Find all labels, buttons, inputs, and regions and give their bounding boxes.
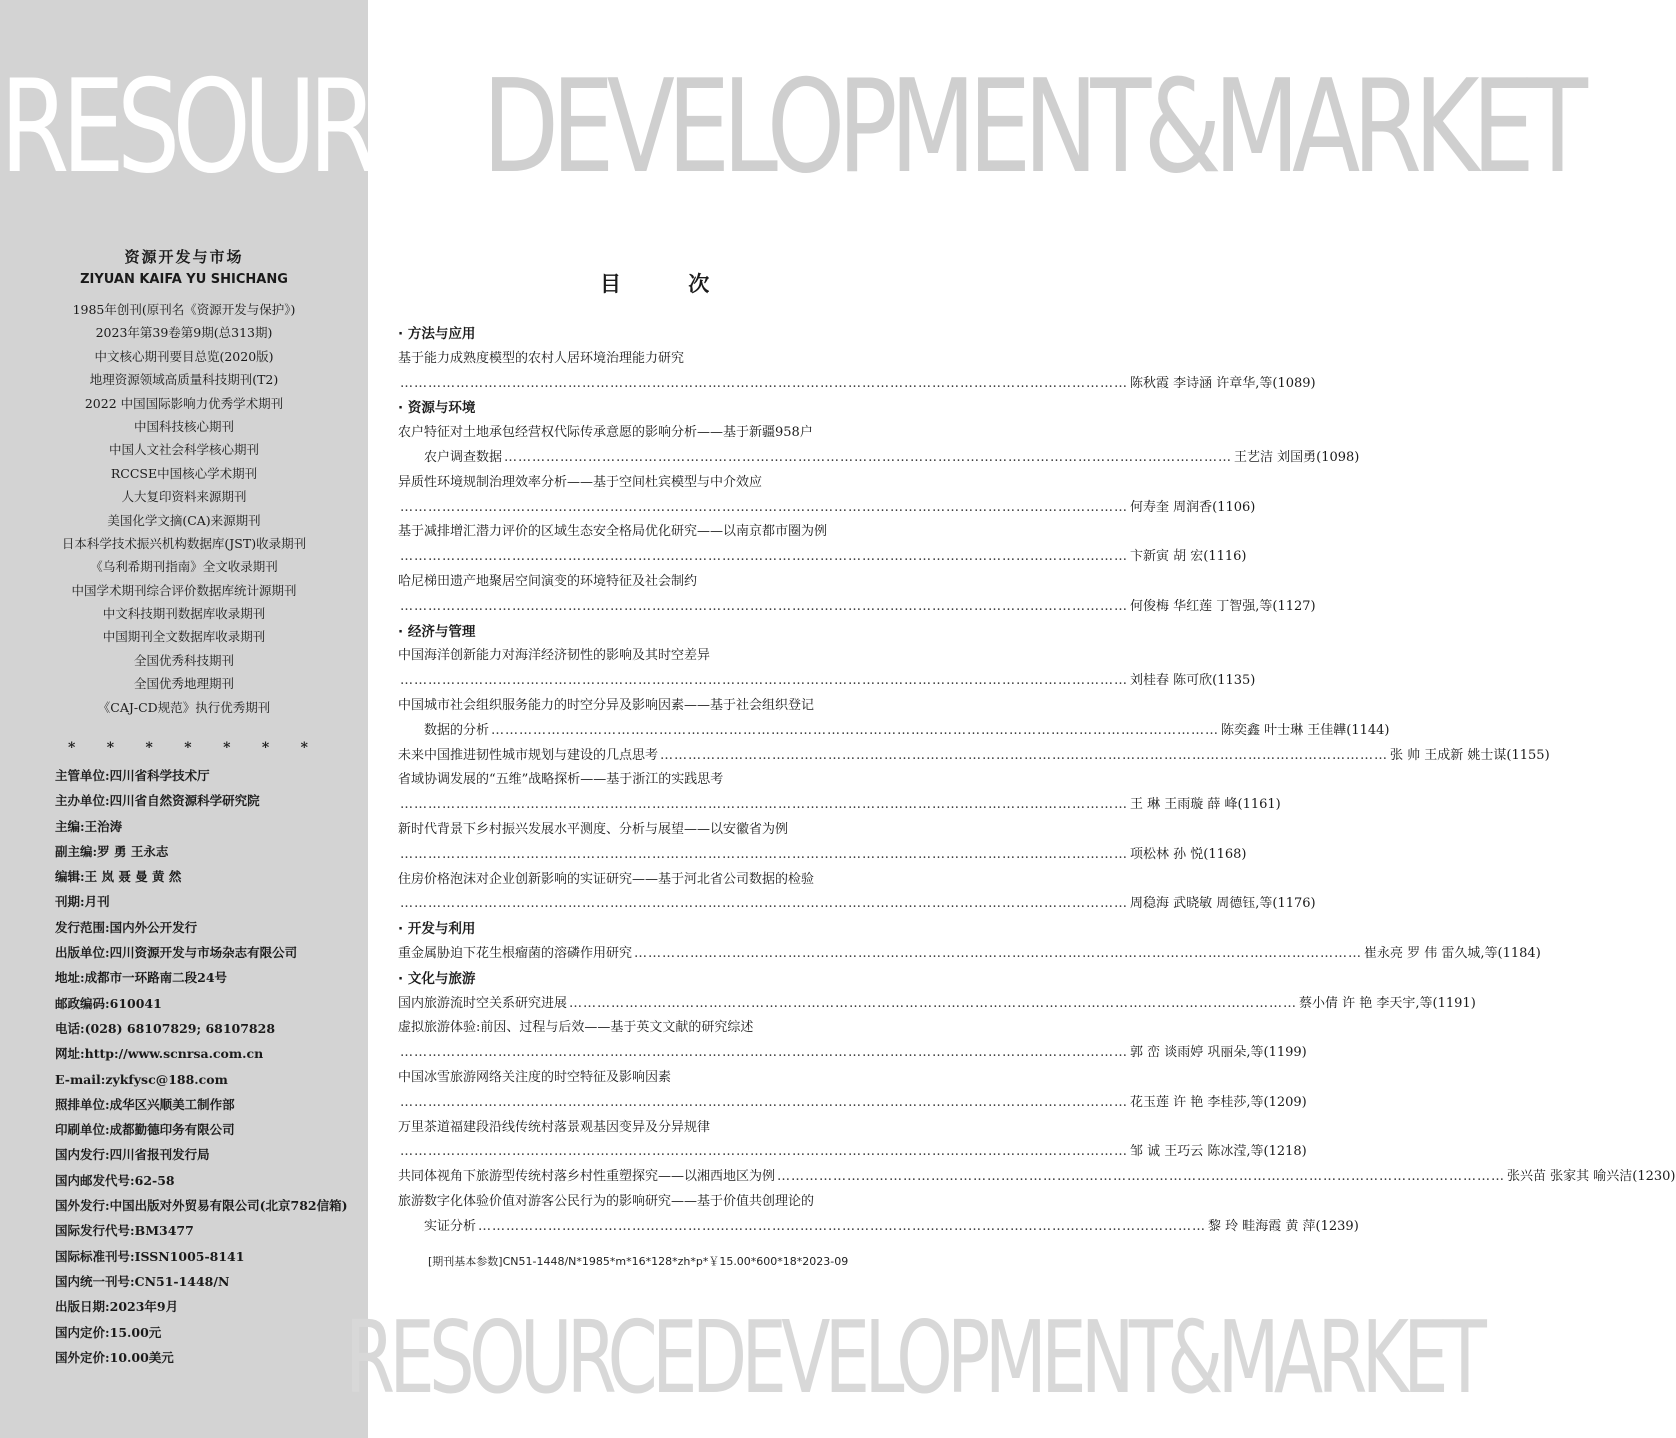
toc-page-number: (1155) xyxy=(1506,747,1550,763)
toc-entry xyxy=(398,545,1247,570)
toc-entry xyxy=(398,372,1316,397)
toc-authors: 张兴苗 张家其 喻兴洁 xyxy=(1507,1169,1633,1185)
toc-entry xyxy=(398,1140,1307,1165)
masthead-value: 15.00元 xyxy=(109,1324,162,1340)
masthead-label: 出版日期: xyxy=(55,1299,110,1315)
masthead-label: 网址: xyxy=(55,1046,85,1062)
toc-title-line xyxy=(398,1190,996,1215)
toc-entry xyxy=(398,1091,1307,1116)
toc-article-title: 住房价格泡沫对企业创新影响的实证研究——基于河北省公司数据的检验 xyxy=(398,871,815,887)
journal-info-line: 中国学术期刊综合评价数据库统计源期刊 xyxy=(71,582,297,598)
toc-article-title: 基于减排增汇潜力评价的区域生态安全格局优化研究——以南京都市圈为例 xyxy=(398,524,828,540)
star-divider xyxy=(68,740,308,756)
toc-title: 目 次 xyxy=(600,271,740,296)
masthead-label: 主办单位: xyxy=(55,793,110,809)
banner-part-resource: RESOURCE xyxy=(0,53,483,202)
journal-parameters: [期刊基本参数]CN51-1448/N*1985*m*16*128*zh*p*￥15.00*600*18*2023-09 xyxy=(428,1255,849,1268)
toc-authors: 何寿奎 周润香 xyxy=(1130,499,1213,515)
toc-title-line xyxy=(398,1016,996,1041)
toc-leader-dots xyxy=(400,545,1128,570)
toc-leader-dots xyxy=(400,372,1128,397)
toc-article-title: 中国冰雪旅游网络关注度的时空特征及影响因素 xyxy=(398,1069,672,1085)
toc-article-title: 未来中国推进韧性城市规划与建设的几点思考 xyxy=(398,747,659,763)
toc-page-number: (1098) xyxy=(1316,449,1360,465)
toc-authors: 陈奕鑫 叶士琳 王佳韡 xyxy=(1221,722,1347,738)
journal-info-line: 1985年创刊(原刊名《资源开发与保护》) xyxy=(72,302,296,317)
masthead-label: 地址: xyxy=(55,970,85,986)
toc-title-line xyxy=(398,1116,996,1141)
banner-part-development-market: DEVELOPMENT&MARKET xyxy=(482,53,1581,202)
masthead-value: 国内外公开发行 xyxy=(109,919,198,935)
masthead-label: 国外发行: xyxy=(55,1198,110,1214)
masthead-label: 印刷单位: xyxy=(55,1122,110,1138)
toc-title-line xyxy=(398,694,996,719)
star-mark: * xyxy=(68,740,76,756)
toc-entry xyxy=(398,942,1541,967)
masthead-label: 发行范围: xyxy=(55,919,110,935)
toc-authors: 黎 玲 畦海霞 黄 萍 xyxy=(1208,1218,1316,1234)
toc-article-title: 虚拟旅游体验:前因、过程与后效——基于英文文献的研究综述 xyxy=(398,1020,754,1036)
masthead-row xyxy=(55,864,375,889)
toc-article-title: 省域协调发展的“五维”战略探析——基于浙江的实践思考 xyxy=(398,772,724,788)
journal-info-line: 日本科学技术振兴机构数据库(JST)收录期刊 xyxy=(61,535,307,551)
masthead-value: 四川省报刊发行局 xyxy=(109,1147,210,1163)
toc-entry xyxy=(398,496,1256,521)
toc-article-title: 共同体视角下旅游型传统村落乡村性重塑探究——以湘西地区为例 xyxy=(398,1169,776,1185)
toc-page-number: (1209) xyxy=(1263,1094,1307,1110)
masthead-label: 国外定价: xyxy=(55,1349,110,1365)
masthead-row xyxy=(55,965,375,990)
masthead-label: 照排单位: xyxy=(55,1096,110,1112)
star-mark: * xyxy=(223,740,231,756)
toc-article-title: 农户调查数据 xyxy=(424,449,503,465)
toc-section-heading: · 方法与应用 xyxy=(398,326,476,342)
toc-article-title: 基于能力成熟度模型的农村人居环境治理能力研究 xyxy=(398,350,685,366)
toc-authors: 崔永亮 罗 伟 雷久城,等 xyxy=(1364,945,1498,961)
toc-authors: 张 帅 王成新 姚士谋 xyxy=(1390,747,1507,763)
masthead-label: 主管单位: xyxy=(55,768,110,783)
masthead-value: 罗 勇 王永志 xyxy=(97,843,169,859)
journal-title: 资源开发与市场 xyxy=(124,248,244,266)
journal-info-list xyxy=(0,298,368,719)
toc-leader-dots xyxy=(400,793,1128,818)
toc-entry xyxy=(398,992,1476,1017)
toc-authors: 王 琳 王雨璇 薛 峰 xyxy=(1130,797,1238,813)
toc-article-title: 哈尼梯田遗产地聚居空间演变的环境特征及社会制约 xyxy=(398,573,698,589)
journal-info-line: 人大复印资料来源期刊 xyxy=(121,489,247,505)
masthead-row xyxy=(55,763,375,788)
masthead-label: 出版单位: xyxy=(55,945,110,961)
toc-entry xyxy=(398,793,1281,818)
masthead-row xyxy=(55,991,375,1016)
toc-title-line xyxy=(398,644,996,669)
journal-info-line: 地理资源领域高质量科技期刊(T2) xyxy=(89,372,279,388)
masthead-label: 国际标准刊号: xyxy=(55,1248,135,1264)
toc-title-line xyxy=(398,768,996,793)
toc-article-title: 重金属胁迫下花生根瘤菌的溶磷作用研究 xyxy=(398,945,633,961)
toc-authors: 邹 诚 王巧云 陈冰滢,等 xyxy=(1130,1144,1264,1160)
toc-leader-dots xyxy=(491,719,1219,744)
toc-article-title: 异质性环境规制治理效率分析——基于空间杜宾模型与中介效应 xyxy=(398,474,763,490)
journal-info-line: 2023年第39卷第9期(总313期) xyxy=(95,325,273,341)
toc-page-number: (1218) xyxy=(1263,1144,1307,1160)
toc-leader-dots xyxy=(478,1215,1206,1240)
masthead-value: (028) 68107829; 68107828 xyxy=(84,1020,276,1036)
toc-article-title: 中国海洋创新能力对海洋经济韧性的影响及其时空差异 xyxy=(398,648,711,664)
masthead-row xyxy=(55,889,375,914)
journal-info-line: 中国科技核心期刊 xyxy=(133,418,234,434)
masthead-label: 国内定价: xyxy=(55,1324,110,1340)
journal-info-line: 全国优秀科技期刊 xyxy=(133,652,234,668)
masthead-value: 月刊 xyxy=(84,894,110,910)
toc-page-number: (1106) xyxy=(1212,499,1256,515)
toc-title-line xyxy=(398,421,996,446)
masthead-row xyxy=(55,1067,375,1092)
journal-info-line: 美国化学文摘(CA)来源期刊 xyxy=(107,512,261,528)
masthead-value: 四川资源开发与市场杂志有限公司 xyxy=(109,945,298,961)
masthead-row xyxy=(55,1117,375,1142)
journal-info-line: 中国期刊全文数据库收录期刊 xyxy=(102,629,266,645)
toc-leader-dots xyxy=(660,744,1388,769)
toc-entry xyxy=(398,892,1316,917)
toc-page-number: (1239) xyxy=(1315,1218,1359,1234)
toc-leader-dots xyxy=(400,496,1128,521)
star-mark: * xyxy=(184,740,192,756)
masthead-value: 王 岚 聂 曼 黄 然 xyxy=(84,869,182,885)
masthead-row xyxy=(55,1345,375,1370)
masthead-value: http://www.scnrsa.com.cn xyxy=(84,1046,264,1062)
masthead-value: 四川省科学技术厅 xyxy=(109,768,210,783)
toc-authors: 花玉莲 许 艳 李桂莎,等 xyxy=(1130,1094,1264,1110)
toc-title-line xyxy=(398,818,996,843)
journal-info-line: RCCSE中国核心学术期刊 xyxy=(110,465,258,481)
toc-entry xyxy=(398,719,1390,744)
masthead-row xyxy=(55,1142,375,1167)
masthead-row xyxy=(55,1041,375,1066)
toc-page-number: (1191) xyxy=(1432,995,1476,1011)
masthead-value: 成都市一环路南二段24号 xyxy=(84,970,228,986)
masthead-value: ISSN1005-8141 xyxy=(134,1248,245,1264)
toc-article-title: 国内旅游流时空关系研究进展 xyxy=(398,995,568,1011)
banner-title xyxy=(0,28,1581,228)
masthead-label: 邮政编码: xyxy=(55,995,110,1011)
masthead-row xyxy=(55,1168,375,1193)
journal-info-line: 中国人文社会科学核心期刊 xyxy=(108,442,259,458)
toc-authors: 郭 峦 谈雨婷 巩丽朵,等 xyxy=(1130,1045,1264,1061)
toc-entry xyxy=(398,744,1550,769)
toc-leader-dots xyxy=(400,892,1128,917)
banner-bottom: RESOURCEDEVELOPMENT&MARKET xyxy=(345,1299,1482,1416)
toc-article-title: 农户特征对土地承包经营权代际传承意愿的影响分析——基于新疆958户 xyxy=(398,425,813,441)
toc-section-heading: · 开发与利用 xyxy=(398,921,476,938)
masthead-label: 国内邮发代号: xyxy=(55,1172,135,1188)
journal-info-line: 2022 中国国际影响力优秀学术期刊 xyxy=(84,395,284,411)
toc-article-title: 旅游数字化体验价值对游客公民行为的影响研究——基于价值共创理论的 xyxy=(398,1193,815,1209)
masthead-label: 国内发行: xyxy=(55,1147,110,1163)
masthead-row xyxy=(55,940,375,965)
masthead-value: 成华区兴顺美工制作部 xyxy=(109,1096,235,1112)
masthead-row xyxy=(55,1269,375,1294)
toc-title-line xyxy=(398,868,996,893)
masthead-label: 主编: xyxy=(55,818,85,834)
toc-authors: 王艺洁 刘国勇 xyxy=(1234,449,1317,465)
toc-title-line xyxy=(398,471,996,496)
toc-leader-dots xyxy=(400,669,1128,694)
toc-authors: 蔡小倩 许 艳 李天宇,等 xyxy=(1299,995,1433,1011)
toc-title-line xyxy=(398,570,996,595)
toc-leader-dots xyxy=(400,1091,1128,1116)
toc-leader-dots xyxy=(634,942,1362,967)
toc-page-number: (1116) xyxy=(1203,549,1247,565)
masthead-value: 610041 xyxy=(109,995,162,1011)
masthead-value: 2023年9月 xyxy=(109,1299,179,1315)
toc-article-title: 数据的分析 xyxy=(424,722,490,738)
toc-leader-dots xyxy=(400,843,1128,868)
toc-title-line xyxy=(398,520,996,545)
toc-page-number: (1184) xyxy=(1497,945,1541,961)
toc-leader-dots xyxy=(400,1140,1128,1165)
masthead-row xyxy=(55,1294,375,1319)
toc-article-title: 新时代背景下乡村振兴发展水平测度、分析与展望——以安徽省为例 xyxy=(398,821,789,837)
toc-entry xyxy=(398,1165,1676,1190)
masthead-label: 副主编: xyxy=(55,843,98,859)
toc-authors: 周稳海 武晓敏 周德钰,等 xyxy=(1130,896,1273,912)
toc-article-title: 中国城市社会组织服务能力的时空分异及影响因素——基于社会组织登记 xyxy=(398,697,815,713)
journal-info-line: 《乌利希期刊指南》全文收录期刊 xyxy=(90,559,278,575)
masthead-row xyxy=(55,1092,375,1117)
toc-leader-dots xyxy=(569,992,1297,1017)
toc-title-line xyxy=(398,347,996,372)
masthead-row xyxy=(55,1320,375,1345)
toc-page-number: (1144) xyxy=(1346,722,1390,738)
toc-authors: 陈秋霞 李诗涵 许章华,等 xyxy=(1130,375,1273,391)
toc-article-title: 实证分析 xyxy=(424,1218,477,1234)
masthead-value: 王治涛 xyxy=(84,818,123,834)
toc-entry xyxy=(398,669,1256,694)
toc-article-title: 万里茶道福建段沿线传统村落景观基因变异及分异规律 xyxy=(398,1119,711,1135)
masthead-value: BM3477 xyxy=(134,1223,194,1239)
masthead-row xyxy=(55,915,375,940)
toc-page-number: (1168) xyxy=(1203,846,1247,862)
toc-entry xyxy=(398,1215,1359,1240)
toc-title-line xyxy=(398,1066,996,1091)
toc-page-number: (1230) xyxy=(1632,1169,1676,1185)
journal-info-line: 中文核心期刊要目总览(2020版) xyxy=(94,348,274,364)
journal-info-line: 《CAJ-CD规范》执行优秀期刊 xyxy=(97,699,271,715)
masthead-value: zykfysc@188.com xyxy=(105,1071,228,1087)
toc-entry xyxy=(398,446,1360,471)
toc-section-heading: · 文化与旅游 xyxy=(398,970,476,987)
toc-entry xyxy=(398,595,1316,620)
toc-leader-dots xyxy=(400,595,1128,620)
masthead-row xyxy=(55,1193,375,1218)
masthead-label: 刊期: xyxy=(55,894,85,910)
journal-info-line: 全国优秀地理期刊 xyxy=(133,676,234,692)
toc-authors: 何俊梅 华红莲 丁智强,等 xyxy=(1130,598,1273,614)
masthead-value: 10.00美元 xyxy=(109,1349,174,1365)
toc-leader-dots xyxy=(777,1165,1505,1190)
table-of-contents xyxy=(398,322,1676,1239)
masthead-row xyxy=(55,839,375,864)
masthead-row xyxy=(55,1016,375,1041)
masthead-value: CN51-1448/N xyxy=(134,1273,230,1289)
masthead-row xyxy=(55,788,375,813)
masthead-row xyxy=(55,1218,375,1243)
masthead-list xyxy=(55,763,375,1370)
toc-page-number: (1161) xyxy=(1237,797,1281,813)
journal-pinyin: ZIYUAN KAIFA YU SHICHANG xyxy=(80,272,288,287)
star-mark: * xyxy=(106,740,115,756)
toc-entry xyxy=(398,843,1247,868)
toc-authors: 项松林 孙 悦 xyxy=(1130,846,1204,862)
toc-authors: 卞新寅 胡 宏 xyxy=(1130,549,1204,565)
toc-section-heading: · 资源与环境 xyxy=(398,400,476,417)
toc-entry xyxy=(398,1041,1307,1066)
masthead-label: E-mail: xyxy=(55,1071,106,1087)
toc-page-number: (1176) xyxy=(1272,896,1316,912)
masthead-row xyxy=(55,1244,375,1269)
toc-page-number: (1127) xyxy=(1272,598,1316,614)
toc-page-number: (1199) xyxy=(1263,1045,1307,1061)
star-mark: * xyxy=(300,740,308,756)
masthead-value: 成都勤德印务有限公司 xyxy=(109,1122,235,1138)
masthead-value: 中国出版对外贸易有限公司(北京782信箱) xyxy=(109,1198,348,1214)
star-mark: * xyxy=(145,740,153,756)
masthead-label: 编辑: xyxy=(55,869,85,885)
toc-authors: 刘桂春 陈可欣 xyxy=(1130,673,1213,689)
toc-page-number: (1135) xyxy=(1212,673,1256,689)
masthead-value: 62-58 xyxy=(134,1172,175,1188)
journal-info-line: 中文科技期刊数据库收录期刊 xyxy=(102,606,266,622)
toc-leader-dots xyxy=(400,1041,1128,1066)
star-mark: * xyxy=(261,740,270,756)
masthead-label: 国内统一刊号: xyxy=(55,1273,135,1289)
masthead-row xyxy=(55,814,375,839)
masthead-label: 国际发行代号: xyxy=(55,1223,135,1239)
toc-section-heading: · 经济与管理 xyxy=(398,623,476,640)
toc-leader-dots xyxy=(504,446,1232,471)
masthead-value: 四川省自然资源科学研究院 xyxy=(109,793,260,809)
toc-page-number: (1089) xyxy=(1272,375,1316,391)
masthead-label: 电话: xyxy=(55,1020,85,1036)
